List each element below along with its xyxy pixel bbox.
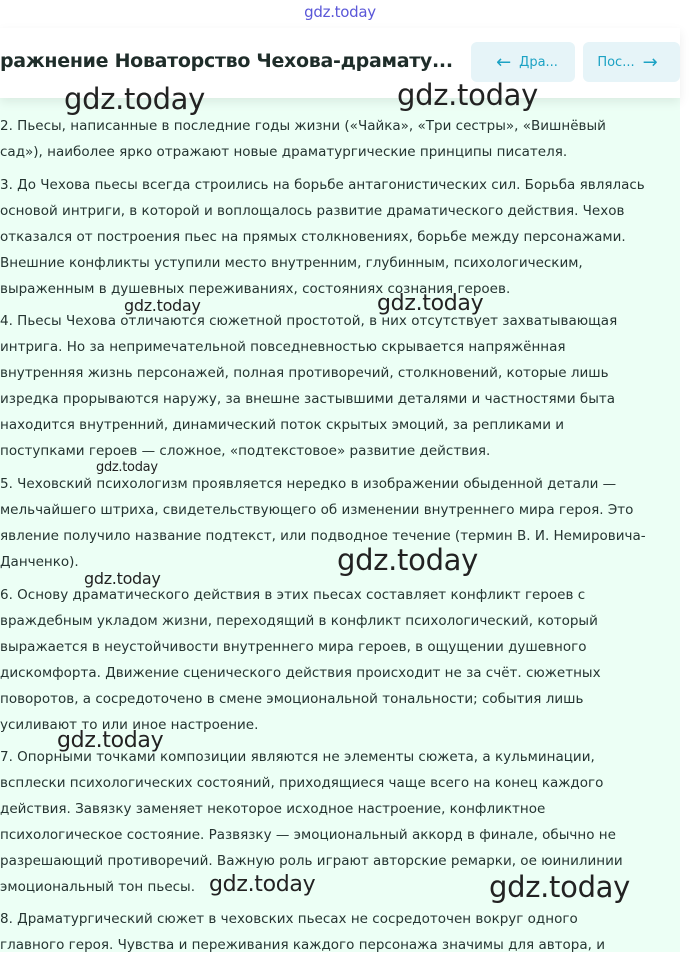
watermark: gdz.today: [377, 291, 484, 316]
watermark: gdz.today: [84, 569, 161, 588]
arrow-left-icon: ←: [496, 51, 512, 73]
watermark: gdz.today: [209, 872, 316, 897]
text-line: выраженным в душевных переживаниях, состояниях сознания героев.: [0, 281, 511, 297]
prev-button[interactable]: [471, 42, 575, 82]
paragraph-3: [0, 172, 700, 302]
watermark: gdz.today: [124, 296, 201, 315]
text-line: 7. Опорными точками композиции являются не элементы сюжета, а кульминации,: [0, 749, 595, 765]
text-line: изредка прорываются наружу, за внешне застывшими деталями и частностями быта: [0, 391, 616, 407]
text-line: главного героя. Чувства и переживания каждого персонажа значимы для автора, и: [0, 937, 605, 953]
text-line: поступками героев — сложное, «подтекстовое» развитие действия.: [0, 443, 491, 459]
text-line: интрига. Но за непримечательной повседневностью скрывается напряжённая: [0, 339, 566, 355]
text-line: усиливают то или иное настроение.: [0, 717, 259, 733]
text-line: явление получило название подтекст, или подводное течение (термин В. И. Немировича-: [0, 528, 646, 544]
text-line: Внешние конфликты уступили место внутренним, глубинным, психологическим,: [0, 255, 583, 271]
text-line: Данченко).: [0, 554, 79, 570]
paragraph-6: [0, 582, 700, 738]
text-line: сад»), наиболее ярко отражают новые драматургические принципы писателя.: [0, 144, 568, 160]
prev-button-label: Дра...: [519, 54, 558, 70]
page-title: ражнение Новаторство Чехова-драмату...: [0, 50, 453, 72]
text-line: 8. Драматургический сюжет в чеховских пьесах не сосредоточен вокруг одного: [0, 911, 578, 927]
text-line: дискомфорта. Движение сценического действия происходит не за счёт. сюжетных: [0, 665, 601, 681]
text-line: 6. Основу драматического действия в этих пьесах составляет конфликт героев с: [0, 587, 586, 603]
watermark: gdz.today: [57, 728, 164, 753]
text-line: психологическое состояние. Развязку — эмоциональный аккорд в финале, обычно не: [0, 827, 616, 843]
watermark-top: gdz.today: [304, 3, 376, 21]
text-line: выражается в неустойчивости внутреннего мира героев, в ощущении душевного: [0, 639, 587, 655]
text-line: мельчайшего штриха, свидетельствующего об изменении внутреннего мира героя. Это: [0, 502, 634, 518]
answer-content: [0, 78, 680, 953]
text-line: 3. До Чехова пьесы всегда строились на борьбе антагонистических сил. Борьба являлась: [0, 177, 645, 193]
paragraph-2: [0, 113, 700, 165]
text-line: враждебным укладом жизни, переходящий в конфликт психологический, который: [0, 613, 598, 629]
watermark: gdz.today: [337, 543, 479, 577]
text-line: 4. Пьесы Чехова отличаются сюжетной простотой, в них отсутствует захватывающая: [0, 313, 618, 329]
next-button[interactable]: [583, 42, 680, 82]
text-line: разрешающий противоречий. Важную роль играют авторские ремарки, ое юинилинии: [0, 853, 623, 869]
text-line: внутренняя жизнь персонажей, полная противоречий, столкновений, которые лишь: [0, 365, 609, 381]
paragraph-4: [0, 308, 700, 464]
text-line: находится внутренний, динамический поток скрытых эмоций, за репликами и: [0, 417, 565, 433]
text-line: 2. Пьесы, написанные в последние годы жизни («Чайка», «Три сестры», «Вишнёвый: [0, 118, 606, 134]
arrow-right-icon: →: [642, 51, 658, 73]
text-line: 5. Чеховский психологизм проявляется нередко в изображении обыденной детали —: [0, 476, 617, 492]
text-line: действия. Завязку заменяет некоторое исходное настроение, конфликтное: [0, 801, 546, 817]
watermark: gdz.today: [489, 870, 631, 904]
text-line: основой интриги, в которой и воплощалось развитие драматического действия. Чехов: [0, 203, 625, 219]
watermark: gdz.today: [96, 460, 158, 475]
paragraph-8: [0, 906, 700, 958]
watermark: gdz.today: [397, 78, 539, 112]
text-line: всплески психологических состояний, приходящиеся чаще всего на конец каждого: [0, 775, 604, 791]
watermark: gdz.today: [64, 82, 206, 116]
text-line: эмоциональный тон пьесы.: [0, 879, 196, 895]
top-bar: [0, 0, 680, 28]
next-button-label: Пос...: [597, 54, 635, 70]
text-line: поворотов, а сосредоточено в смене эмоциональной тональности; события лишь: [0, 691, 584, 707]
text-line: отказался от построения пьес на прямых столкновениях, борьбе между персонажами.: [0, 229, 626, 245]
